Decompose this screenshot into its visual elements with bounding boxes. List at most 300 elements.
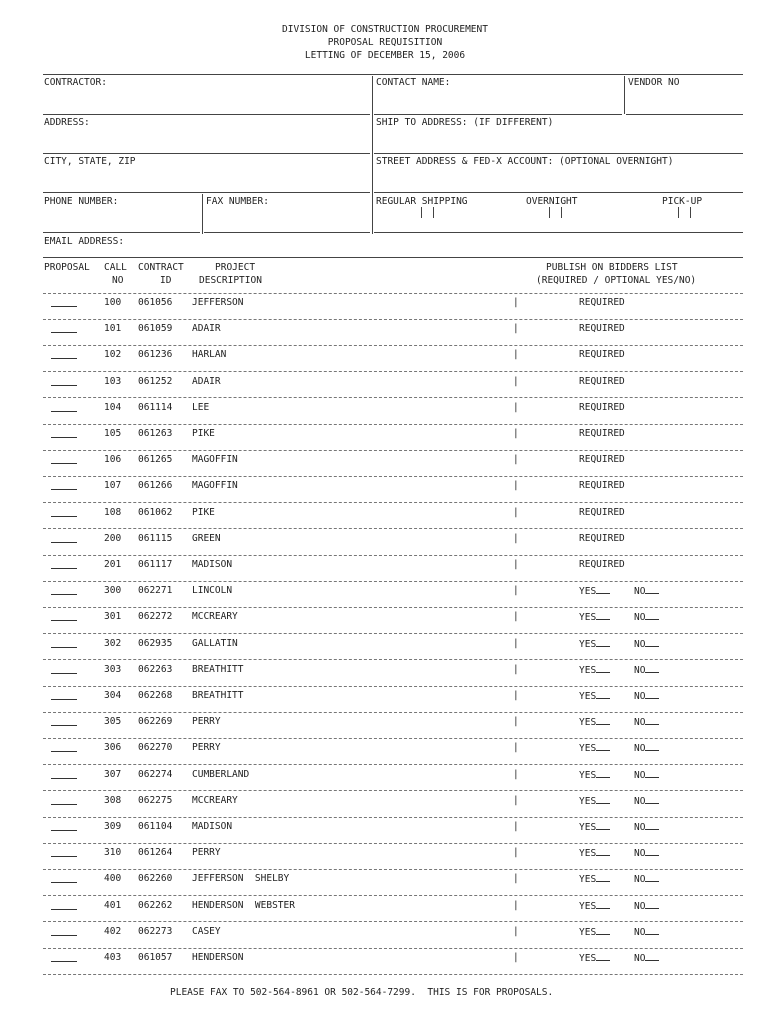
publish-required: REQUIRED [579,428,625,439]
publish-no[interactable] [634,611,659,624]
publish-yes[interactable] [579,690,610,703]
proposal-request-blank[interactable] [51,882,77,883]
form-rule [374,114,622,115]
contract-id: 061059 [138,323,173,335]
no-label: NO [634,691,646,702]
proposal-request-blank[interactable] [51,568,77,569]
proposal-request-blank[interactable] [51,489,77,490]
publish-no[interactable] [634,690,659,703]
call-no: 307 [104,768,122,780]
publish-yes[interactable] [579,873,610,886]
table-row [0,607,770,633]
project-description: MAGOFFIN [192,480,238,492]
publish-no[interactable] [634,821,659,834]
form-rule [43,114,370,115]
overnight-checkbox[interactable] [549,207,550,218]
yes-label: YES [579,822,597,833]
project-description: PERRY [192,847,221,859]
col-contract-header: CONTRACT [138,262,184,273]
project-description: PIKE [192,506,215,518]
contract-id: 061266 [138,480,173,492]
fax-label: FAX NUMBER: [206,196,269,207]
publish-no[interactable] [634,742,659,755]
publish-yes[interactable] [579,821,610,834]
call-no: 309 [104,821,122,832]
proposal-request-blank[interactable] [51,358,77,359]
project-description: CUMBERLAND [192,768,250,780]
table-row [0,450,770,476]
call-no: 102 [104,349,122,361]
contact-name-label: CONTACT NAME: [376,77,451,88]
proposal-request-blank[interactable] [51,856,77,857]
publish-required: REQUIRED [579,454,625,466]
proposal-request-blank[interactable] [51,620,77,621]
yes-label: YES [579,900,597,912]
table-row [0,372,770,398]
yes-blank[interactable] [596,690,610,699]
project-description: JEFFERSON SHELBY [192,873,290,885]
publish-yes[interactable] [579,742,610,755]
form-top-rule [43,74,743,75]
form-rule [43,232,200,233]
proposal-request-blank[interactable] [51,961,77,962]
column-divider: | [513,794,519,806]
proposal-request-blank[interactable] [51,647,77,648]
contract-id: 061062 [138,506,173,518]
yes-blank[interactable] [596,611,610,620]
call-no: 103 [104,375,122,387]
call-no: 106 [104,454,122,466]
publish-no[interactable] [634,900,659,913]
column-divider: | [513,847,519,859]
no-blank[interactable] [645,690,659,699]
publish-yes[interactable] [579,611,610,624]
project-description: PERRY [192,716,221,728]
yes-label: YES [579,586,597,598]
column-divider: | [513,428,519,439]
yes-blank[interactable] [596,795,610,804]
yes-label: YES [579,743,597,755]
table-row [0,424,770,450]
table-row [0,581,770,607]
phone-label: PHONE NUMBER: [44,196,119,207]
proposal-request-blank[interactable] [51,306,77,307]
row-separator [43,974,743,975]
column-divider: | [513,821,519,832]
city-state-zip-label: CITY, STATE, ZIP [44,156,136,167]
header-line-2: PROPOSAL REQUISITION [327,37,443,48]
proposal-request-blank[interactable] [51,463,77,464]
proposal-request-blank[interactable] [51,594,77,595]
form-divider [624,76,625,114]
no-blank[interactable] [645,742,659,751]
project-description: BREATHITT [192,690,244,701]
form-rule [626,114,743,115]
form-divider [202,194,203,234]
regular-shipping-checkbox-edge [433,207,434,218]
proposal-request-blank[interactable] [51,830,77,831]
contract-id: 062273 [138,925,173,937]
publish-no[interactable] [634,926,659,939]
contract-id: 062274 [138,768,173,780]
column-divider: | [513,899,519,911]
call-no: 402 [104,925,122,937]
project-description: MAGOFFIN [192,454,238,466]
contract-id: 061252 [138,375,173,387]
column-divider: | [513,925,519,937]
yes-blank[interactable] [596,821,610,830]
yes-label: YES [579,664,597,676]
no-label: NO [634,638,646,650]
publish-no[interactable] [634,585,659,598]
header-line-3: LETTING OF DECEMBER 15, 2006 [304,50,466,61]
pickup-checkbox-edge [690,207,691,218]
form-rule [374,153,743,154]
contract-id: 061104 [138,821,173,832]
contract-id: 062270 [138,742,173,754]
call-no: 300 [104,585,122,597]
col-publish-header-2: (REQUIRED / OPTIONAL YES/NO) [536,275,697,286]
no-blank[interactable] [645,926,659,935]
overnight-label: OVERNIGHT [526,196,578,207]
table-row [0,686,770,712]
no-label: NO [634,586,646,598]
col-project-header-2: DESCRIPTION [199,275,262,286]
publish-no[interactable] [634,664,659,677]
contract-id: 061265 [138,454,173,466]
contract-id: 062935 [138,637,173,649]
contract-id: 061117 [138,559,173,570]
proposal-request-blank[interactable] [51,778,77,779]
column-divider: | [513,375,519,387]
regular-shipping-label: REGULAR SHIPPING [376,196,468,207]
proposal-request-blank[interactable] [51,751,77,752]
call-no: 401 [104,899,122,911]
ship-to-label: SHIP TO ADDRESS: (IF DIFFERENT) [376,117,554,128]
proposal-request-blank[interactable] [51,935,77,936]
form-rule [43,192,370,193]
column-divider: | [513,297,519,308]
proposal-request-blank[interactable] [51,804,77,805]
column-divider: | [513,873,519,885]
no-label: NO [634,900,646,912]
project-description: MADISON [192,559,233,570]
column-divider: | [513,323,519,335]
table-row [0,738,770,764]
call-no: 201 [104,559,122,570]
call-no: 301 [104,611,122,623]
no-blank[interactable] [645,638,659,647]
column-divider: | [513,952,519,963]
form-rule [374,232,743,233]
yes-blank[interactable] [596,585,610,594]
form-rule [204,232,370,233]
yes-blank[interactable] [596,716,610,725]
column-divider: | [513,611,519,623]
yes-label: YES [579,717,597,729]
table-row [0,896,770,922]
publish-required: REQUIRED [579,532,625,544]
col-project-header: PROJECT [215,262,256,273]
form-rule [43,257,743,258]
no-label: NO [634,926,646,938]
proposal-request-blank[interactable] [51,673,77,674]
table-row [0,765,770,791]
project-description: HENDERSON WEBSTER [192,899,295,911]
call-no: 305 [104,716,122,728]
publish-yes[interactable] [579,638,610,651]
contract-id: 061114 [138,401,173,413]
table-row [0,712,770,738]
contract-id: 062263 [138,663,173,675]
yes-blank[interactable] [596,926,610,935]
project-description: PERRY [192,742,221,754]
table-row [0,948,770,974]
call-no: 200 [104,532,122,544]
vendor-no-label: VENDOR NO [628,77,680,88]
no-label: NO [634,664,646,676]
yes-label: YES [579,638,597,650]
contract-id: 062268 [138,690,173,701]
yes-label: YES [579,926,597,938]
contract-id: 061236 [138,349,173,361]
table-row [0,476,770,502]
publish-no[interactable] [634,769,659,782]
project-description: ADAIR [192,323,221,335]
street-fedex-label: STREET ADDRESS & FED-X ACCOUNT: (OPTIONAL OVERNIGHT) [376,156,674,167]
call-no: 302 [104,637,122,649]
call-no: 400 [104,873,122,885]
project-description: GALLATIN [192,637,238,649]
publish-no[interactable] [634,638,659,651]
call-no: 304 [104,690,122,701]
column-divider: | [513,663,519,675]
col-contract-header-2: ID [160,275,172,286]
publish-required: REQUIRED [579,375,625,387]
publish-required: REQUIRED [579,323,625,335]
yes-label: YES [579,691,597,702]
column-divider: | [513,690,519,701]
no-blank[interactable] [645,611,659,620]
no-label: NO [634,769,646,781]
publish-required: REQUIRED [579,401,625,413]
yes-blank[interactable] [596,769,610,778]
project-description: HARLAN [192,349,227,361]
form-rule [43,153,370,154]
email-label: EMAIL ADDRESS: [44,236,125,247]
column-divider: | [513,349,519,361]
publish-no[interactable] [634,952,659,965]
project-description: LEE [192,401,210,413]
pickup-label: PICK-UP [662,196,703,207]
table-row [0,555,770,581]
yes-blank[interactable] [596,664,610,673]
no-blank[interactable] [645,585,659,594]
yes-label: YES [579,953,597,964]
yes-blank[interactable] [596,900,610,909]
table-row [0,345,770,371]
column-divider: | [513,585,519,597]
table-row [0,791,770,817]
col-call-header-2: NO [112,275,124,286]
column-divider: | [513,559,519,570]
no-label: NO [634,874,646,886]
column-divider: | [513,506,519,518]
overnight-checkbox-edge [561,207,562,218]
yes-label: YES [579,612,597,624]
column-divider: | [513,401,519,413]
publish-no[interactable] [634,847,659,860]
call-no: 303 [104,663,122,675]
proposal-request-blank[interactable] [51,542,77,543]
no-blank[interactable] [645,847,659,856]
project-description: LINCOLN [192,585,233,597]
publish-required: REQUIRED [579,480,625,492]
project-description: CASEY [192,925,221,937]
call-no: 308 [104,794,122,806]
yes-blank[interactable] [596,952,610,961]
publish-yes[interactable] [579,900,610,913]
proposal-request-blank[interactable] [51,516,77,517]
no-label: NO [634,953,646,964]
publish-yes[interactable] [579,795,610,808]
contract-id: 061264 [138,847,173,859]
contract-id: 061056 [138,297,173,308]
proposal-request-blank[interactable] [51,437,77,438]
yes-label: YES [579,874,597,886]
form-divider [372,76,373,234]
yes-blank[interactable] [596,742,610,751]
contract-id: 062275 [138,794,173,806]
contract-id: 061263 [138,428,173,439]
yes-blank[interactable] [596,847,610,856]
column-divider: | [513,768,519,780]
no-blank[interactable] [645,664,659,673]
call-no: 108 [104,506,122,518]
table-row [0,503,770,529]
contract-id: 062271 [138,585,173,597]
project-description: HENDERSON [192,952,244,963]
contract-id: 061115 [138,532,173,544]
contract-id: 062260 [138,873,173,885]
project-description: ADAIR [192,375,221,387]
contract-id: 062272 [138,611,173,623]
call-no: 403 [104,952,122,963]
call-no: 100 [104,297,122,308]
call-no: 104 [104,401,122,413]
table-row [0,869,770,895]
publish-no[interactable] [634,795,659,808]
contract-id: 062262 [138,899,173,911]
contract-id: 062269 [138,716,173,728]
table-row [0,843,770,869]
contract-id: 061057 [138,952,173,963]
call-no: 105 [104,428,122,439]
publish-yes[interactable] [579,847,610,860]
yes-blank[interactable] [596,873,610,882]
proposal-request-blank[interactable] [51,411,77,412]
no-blank[interactable] [645,952,659,961]
proposal-request-blank[interactable] [51,699,77,700]
proposal-request-blank[interactable] [51,725,77,726]
publish-required: REQUIRED [579,506,625,518]
publish-yes[interactable] [579,769,610,782]
yes-label: YES [579,795,597,807]
column-divider: | [513,454,519,466]
no-blank[interactable] [645,769,659,778]
proposal-request-blank[interactable] [51,909,77,910]
col-proposal-header: PROPOSAL [44,262,90,273]
no-label: NO [634,795,646,807]
col-publish-header: PUBLISH ON BIDDERS LIST [546,262,678,273]
publish-no[interactable] [634,716,659,729]
project-description: MCCREARY [192,794,238,806]
call-no: 310 [104,847,122,859]
no-blank[interactable] [645,821,659,830]
publish-yes[interactable] [579,926,610,939]
no-blank[interactable] [645,716,659,725]
table-row [0,293,770,319]
no-blank[interactable] [645,873,659,882]
no-label: NO [634,717,646,729]
project-description: MCCREARY [192,611,238,623]
address-label: ADDRESS: [44,117,90,128]
no-label: NO [634,612,646,624]
contractor-label: CONTRACTOR: [44,77,107,88]
no-blank[interactable] [645,795,659,804]
publish-required: REQUIRED [579,349,625,361]
column-divider: | [513,480,519,492]
call-no: 101 [104,323,122,335]
project-description: BREATHITT [192,663,244,675]
publish-no[interactable] [634,873,659,886]
no-label: NO [634,743,646,755]
call-no: 306 [104,742,122,754]
no-label: NO [634,822,646,833]
yes-label: YES [579,769,597,781]
no-blank[interactable] [645,900,659,909]
column-divider: | [513,716,519,728]
publish-required: REQUIRED [579,559,625,570]
column-divider: | [513,637,519,649]
no-label: NO [634,848,646,860]
publish-required: REQUIRED [579,297,625,308]
publish-yes[interactable] [579,952,610,965]
publish-yes[interactable] [579,716,610,729]
column-divider: | [513,532,519,544]
table-row [0,634,770,660]
publish-yes[interactable] [579,585,610,598]
publish-yes[interactable] [579,664,610,677]
proposal-request-blank[interactable] [51,385,77,386]
pickup-checkbox[interactable] [678,207,679,218]
header-line-1: DIVISION OF CONSTRUCTION PROCUREMENT [282,24,488,35]
table-row [0,319,770,345]
project-description: PIKE [192,428,215,439]
table-row [0,660,770,686]
table-row [0,398,770,424]
regular-shipping-checkbox[interactable] [421,207,422,218]
call-no: 107 [104,480,122,492]
project-description: MADISON [192,821,233,832]
table-row [0,922,770,948]
column-divider: | [513,742,519,754]
project-description: JEFFERSON [192,297,244,308]
footer-note: PLEASE FAX TO 502-564-8961 OR 502-564-7299. THIS IS FOR PROPOSALS. [170,987,554,998]
col-call-header: CALL [104,262,127,273]
yes-blank[interactable] [596,638,610,647]
proposal-request-blank[interactable] [51,332,77,333]
